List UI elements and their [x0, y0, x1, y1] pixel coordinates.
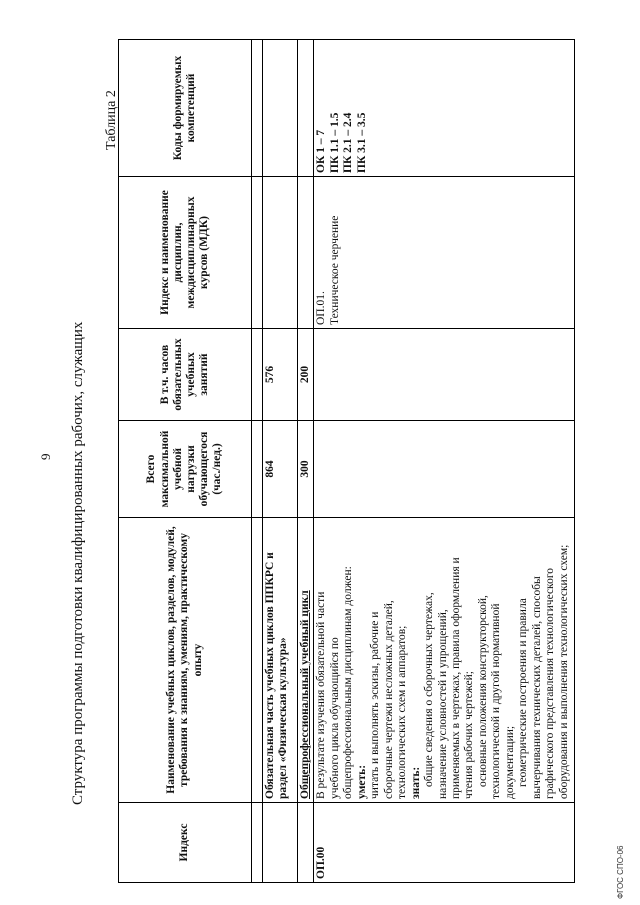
requirements-line: вычерчивания технических деталей, способы [530, 576, 543, 799]
competency-code: ОК 1 – 7 [315, 129, 328, 173]
requirements-line: назначение условностей и упрощений, [436, 609, 449, 799]
cell-max-load: 864 [263, 421, 298, 518]
cell-requirements [314, 518, 575, 803]
requirements-line: графического представления технологического [544, 568, 557, 799]
requirements-heading-skills: уметь: [355, 764, 368, 799]
requirements-line: учебного цикла обучающийся по [328, 637, 341, 799]
table-row-mandatory-part [263, 40, 298, 883]
cell-name: Общепрофессиональный учебный цикл [298, 518, 314, 803]
structure-table [118, 39, 575, 883]
table-row-op00 [314, 40, 575, 883]
header-competencies: Коды формируемых компетенций [119, 40, 252, 177]
header-disciplines: Индекс и наименование дисциплин, междисциплинарных курсов (МДК) [119, 177, 252, 329]
requirements-line: чтения рабочих чертежей; [463, 671, 476, 799]
cell-index [263, 803, 298, 883]
spacer-row [252, 40, 263, 883]
requirements-line: основные положения конструкторской, [476, 595, 489, 787]
requirements-line: технологических схем и аппаратов; [396, 625, 409, 799]
requirements-line: сборочные чертежи несложных деталей, [382, 600, 395, 799]
table-row-op-cycle [298, 40, 314, 883]
requirements-line: технологической и другой нормативной [490, 603, 503, 799]
cell-index [314, 803, 575, 883]
requirements-line: общие сведения о сборочных чертежах, [423, 592, 436, 787]
cell-index [298, 803, 314, 883]
discipline-name: Техническое черчение [328, 215, 341, 325]
table-caption: Таблица 2 [104, 90, 119, 150]
requirements-line: документации; [503, 725, 516, 799]
cell-mandatory-hours: 576 [263, 329, 298, 421]
table-title: Структура программы подготовки квалифицированных рабочих, служащих [70, 321, 86, 805]
competency-code: ПК 3.1 – 3.5 [355, 112, 368, 173]
competency-code: ПК 1.1 – 1.5 [328, 112, 341, 173]
cell-mandatory-hours [314, 329, 575, 421]
page-number: 9 [38, 453, 53, 460]
requirements-line: геометрические построения и правила [517, 598, 530, 787]
requirements-line: общепрофессиональным дисциплинам должен: [342, 566, 355, 799]
requirements-heading-knowledge: знать: [409, 766, 422, 799]
cell-disciplines [263, 177, 298, 329]
cell-disciplines [298, 177, 314, 329]
header-name: Наименование учебных циклов, разделов, модулей, требования к знаниям, умениям, практическому опыту [119, 518, 252, 803]
cell-name: Обязательная часть учебных циклов ППКРС и раздел «Физическая культура» [263, 518, 298, 803]
competency-code: ПК 2.1 – 2.4 [342, 112, 355, 173]
cell-mandatory-hours: 200 [298, 329, 314, 421]
header-row [119, 40, 252, 883]
cell-competencies [298, 40, 314, 177]
cell-max-load [314, 421, 575, 518]
header-index: Индекс [119, 803, 252, 883]
header-max-load: Всего максимальной учебной нагрузки обучающегося (час./нед.) [119, 421, 252, 518]
requirements-line: применяемых в чертежах, правила оформления и [449, 557, 462, 799]
footer-code: ФГОС СПО-06 [616, 845, 625, 899]
header-mandatory-hours: В т.ч. часов обязательных учебных занятий [119, 329, 252, 421]
discipline-code: ОП.01. [315, 291, 328, 325]
requirements-line: читать и выполнять эскизы, рабочие и [369, 611, 382, 799]
cell-competencies [314, 40, 575, 177]
cell-competencies [263, 40, 298, 177]
index-code: ОП.00 [315, 846, 328, 879]
requirements-line: В результате изучения обязательной части [315, 591, 328, 799]
cell-max-load: 300 [298, 421, 314, 518]
cell-disciplines [314, 177, 575, 329]
requirements-line: оборудования и выполнения технологических схем; [557, 544, 570, 799]
